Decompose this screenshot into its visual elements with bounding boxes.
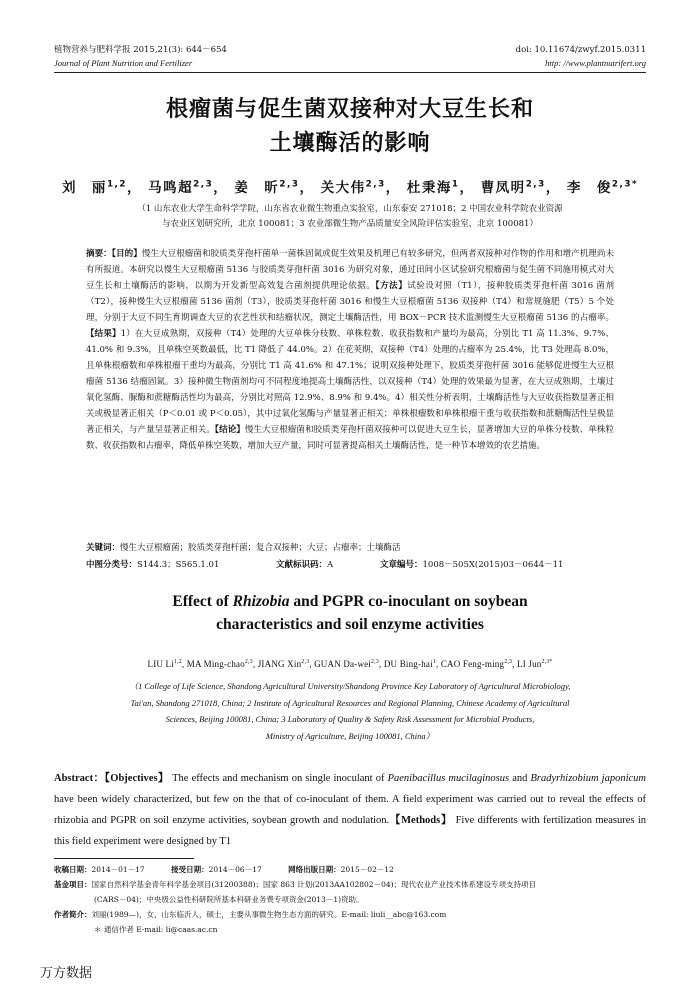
doi[interactable]: doi: 10.11674/zwyf.2015.0311: [515, 45, 646, 55]
footnote-divider: [54, 858, 194, 859]
author-zh: 关大伟$^{2,3}$: [320, 179, 386, 196]
author-zh: 杜秉海$^1$: [406, 179, 460, 196]
abstract-en: Abstract：【Objectives】 The effects and mechanism on single inoculant of Paenibacillus mucilaginosus and Bradyrhizobium japonicum have been widely characterized, but few on the that of co-inoculant of them. A field experiment was carried out to reveal the effects of rhizobia and PGPR on soil enzyme activities, soybean growth and nodulation.【Methods】 Five differents with fertilization measures in this field experiment were designed by T1: [54, 773, 646, 847]
author-bio-line: 作者简介：刘丽(1989—)，女，山东临沂人，硕士，主要从事微生物生态方面的研究。E-mail: liuli__abc@163.com: [54, 910, 447, 919]
author-en: DU Bing-hai$^1$: [383, 659, 436, 669]
author-en: LIU Li$^{1,2}$: [147, 659, 182, 669]
author-zh: 曹凤明$^{2,3}$: [480, 179, 546, 196]
conclusion-tag: 【结论】: [214, 425, 245, 435]
methods-text: 试验设对照（T1），接种胶质类芽孢杆菌 3016 菌剂（T2），接种慢生大豆根瘤菌 5136 菌剂（T3），胶质类芽孢杆菌 3016 和慢生大豆根瘤菌 5136 双接种（T4）和常规施肥（T5）5 个处理，分别于大豆不同生育期调查大豆的农艺性状和结瘤状况，测定土壤酶活性，用 BOX－PCR 技术监测慢生大豆根瘤菌 5136 的占瘤率。: [86, 281, 614, 323]
journal-citation-zh: 植物营养与肥料学报 2015,21(3): 644－654: [54, 45, 227, 55]
affiliation-line: Tai'an, Shandong 271018, China; 2 Institute of Agricultural Resources and Regional Planning, Chinese Academy of Agricultural: [130, 697, 570, 708]
author-en: MA Ming-chao$^{2,3}$: [186, 659, 253, 669]
author-zh: 马鸣超$^{2,3}$: [148, 179, 214, 196]
author-en: GUAN Da-wei$^{2,3}$: [314, 659, 379, 669]
keywords-text: 慢生大豆根瘤菌；胶质类芽孢杆菌；复合双接种；大豆；占瘤率；土壤酶活: [120, 543, 401, 553]
affiliation-line: Ministry of Agriculture, Beijing 100081, China）: [265, 730, 435, 741]
header-divider: [54, 72, 646, 73]
keywords-zh: [86, 540, 614, 556]
objective-text: 慢生大豆根瘤菌和胶质类芽孢杆菌单一菌株固氮或促生效果及机理已有较多研究，但两者双接种对作物的作用和增产机理尚未有所报道。本研究以慢生大豆根瘤菌 5136 与胶质类芽孢杆菌 3016 为研究对象，通过田间小区试验研究根瘤菌与促生菌不同施用模式对大豆生长和土壤酶活的影响，以期为开发新型高效复合菌剂提供理论依据。: [86, 249, 614, 291]
abstract-label: 摘要：: [86, 249, 112, 259]
author-en: JIANG Xin$^{2,3}$: [257, 659, 310, 669]
author-zh: 李 俊$^{2,3*}$: [566, 179, 639, 196]
abstract-label: Abstract：: [54, 773, 105, 784]
abstract-zh: [86, 246, 614, 454]
author-en: LI Jun$^{2,3*}$: [517, 659, 553, 669]
author-zh: 刘 丽$^{1,2}$: [61, 179, 127, 196]
author-zh: 姜 昕$^{2,3}$: [234, 179, 300, 196]
fund-line: 基金项目：国家自然科学基金青年科学基金项目(31200388)；国家 863 计划(2013AA102802－04)；现代农业产业技术体系建设专项支持项目: [54, 880, 537, 889]
affiliation-line: （1 山东农业大学生命科学学院，山东省农业微生物重点实验室，山东泰安 271018；2 中国农业科学院农业资源: [137, 204, 563, 214]
objective-tag: 【Objectives】: [104, 773, 170, 784]
title-zh-line2: 土壤酶活的影响: [269, 131, 431, 156]
affiliations-zh: [80, 202, 620, 232]
journal-name-en: Journal of Plant Nutrition and Fertilizer: [54, 58, 193, 68]
results-tag: 【结果】: [86, 329, 121, 339]
results-text: 1）在大豆成熟期，双接种（T4）处理的大豆单株分枝数、单株粒数、收获指数和产量均为最高，分别比 T1 高 11.3%、9.7%、41.0% 和 9.3%，且单株空荚数最低，比 T1 降低了 44.0%。2）在花荚期，双接种（T4）处理的占瘤率为 25.4%，比 T3 处理高 8.0%，且单株根瘤数和单株根瘤干重均为最高，分别比 T1 高 41.6% 和 47.1%；说明双接种处理下，胶质类芽孢杆菌 3016 能够促进慢生大豆根瘤菌 5136 结瘤固氮。3）接种微生物菌剂均可不同程度地提高土壤酶活性，以双接种（T4）处理的效果最为显著，在大豆成熟期，土壤过氧化氢酶、脲酶和蔗糖酶活性均为最高，分别比对照高 12.9%、8.9% 和 9.4%。4）相关性分析表明，土壤酶活性与大豆收获指数显著正相关或极显著正相关（P＜0.01 或 P＜0.05），其中过氧化氢酶与产量显著正相关；单株根瘤数和单株根瘤干重与收获指数和蔗糖酶活性呈极显著正相关，与产量呈显著正相关。: [86, 329, 614, 435]
footnotes: [54, 862, 646, 937]
author-en: CAO Feng-ming$^{2,3}$: [440, 659, 513, 669]
fund-line-2: (CARS－04)；中央级公益性科研院所基本科研业务费专项资金(2013－1)资助。: [94, 895, 364, 904]
dates-line: 收稿日期：2014－01－17 接受日期：2014－06－17 网络出版日期：2015－02－12: [54, 865, 394, 874]
affiliation-line: 与农业区划研究所，北京 100081；3 农业部微生物产品质量安全风险评估实验室，北京 100081）: [162, 219, 538, 229]
objective-tag: 【目的】: [111, 249, 142, 259]
journal-url[interactable]: http: //www.plantnutrifert.org: [545, 58, 646, 68]
title-en: Effect of Rhizobia and PGPR co-inoculant on soybean characteristics and soil enzyme activities: [172, 593, 528, 633]
affiliations-en: [76, 678, 624, 744]
affiliation-line: （1 College of Life Science, Shandong Agricultural University/Shandong Province Key Laboratory of Agricultural Microbiology,: [129, 681, 571, 691]
title-zh-line1: 根瘤菌与促生菌双接种对大豆生长和: [165, 97, 534, 122]
methods-tag: 【方法】: [375, 281, 408, 291]
classification-line: 中图分类号：S144.3；S565.1.01 文献标识码：A 文章编号：1008－505X(2015)03－0644－11: [86, 560, 564, 570]
affiliation-line: Sciences, Beijing 100081, China; 3 Laboratory of Quality & Safety Risk Assessment for Microbial Products,: [165, 714, 535, 724]
title-zh: [0, 93, 700, 161]
running-header: [54, 44, 646, 70]
corresponding-email[interactable]: ＊ 通信作者 E-mail: li@caas.ac.cn: [94, 925, 218, 934]
conclusion-text: 慢生大豆根瘤菌和胶质类芽孢杆菌双接种可以促进大豆生长，显著增加大豆的单株分枝数、单株粒数、收获指数和占瘤率，降低单株空荚数，增加大豆产量，同时可显著提高相关土壤酶活性，是一种节本增效的农艺措施。: [86, 425, 614, 451]
authors-en: LIU Li$^{1,2}$, MA Ming-chao$^{2,3}$, JIANG Xin$^{2,3}$, GUAN Da-wei$^{2,3}$, DU Bing-hai$^1$, CAO Feng-ming$^{2,3}$, LI Jun$^{2,3*}$: [147, 659, 553, 669]
methods-tag: 【Methods】: [389, 815, 453, 826]
watermark: 万方数据: [40, 966, 93, 981]
authors-zh: 刘 丽$^{1,2}$， 马鸣超$^{2,3}$， 姜 昕$^{2,3}$， 关大伟$^{2,3}$， 杜秉海$^1$， 曹凤明$^{2,3}$， 李 俊$^{2,3*}$: [61, 179, 639, 196]
keywords-label: 关键词：: [86, 543, 121, 553]
